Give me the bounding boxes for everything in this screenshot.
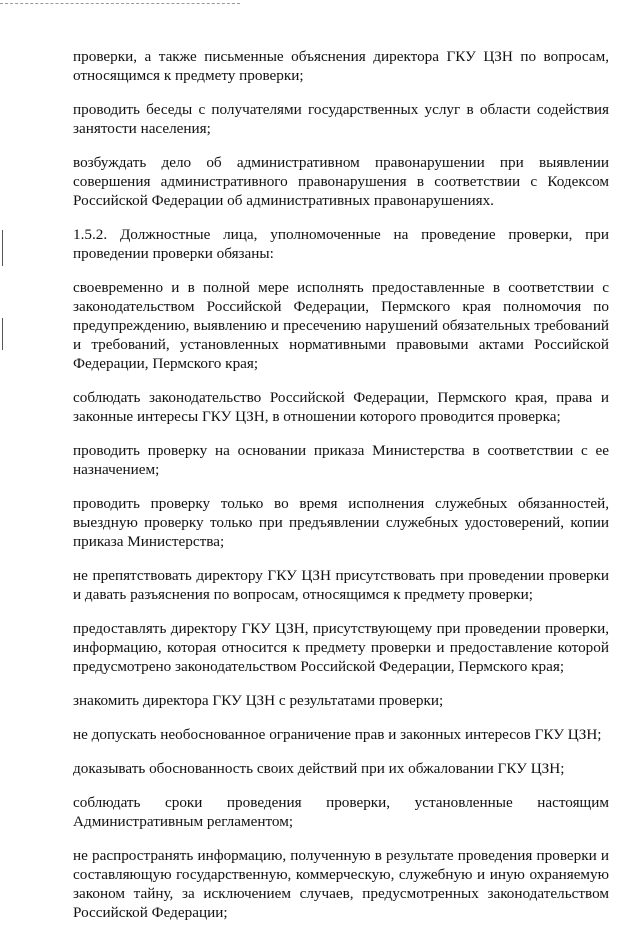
paragraph: знакомить директора ГКУ ЦЗН с результатами проверки;	[73, 692, 444, 709]
paragraph: соблюдать законодательство Российской Федерации, Пермского края, права и законные интересы ГКУ ЦЗН, в отношении которого проводится проверка;	[73, 389, 609, 425]
scan-margin-mark	[2, 230, 3, 266]
paragraph: своевременно и в полной мере исполнять предоставленные в соответствии с законодательством Российской Федерации, Пермского края полномочия по предупреждению, выявлению и пресечению нарушений обязательных требований и требований, установленных нормативными правовыми актами Российской Федерации, Пермского края;	[73, 279, 609, 372]
paragraph: предоставлять директору ГКУ ЦЗН, присутствующему при проведении проверки, информацию, которая относится к предмету проверки и предоставление которой предусмотрено законодательством Российской Федерации, Пермского края;	[73, 620, 609, 675]
paragraph: проверки, а также письменные объяснения директора ГКУ ЦЗН по вопросам, относящимся к предмету проверки;	[73, 48, 609, 84]
scan-top-edge	[0, 3, 240, 4]
paragraph: возбуждать дело об административном правонарушении при выявлении совершения административного правонарушения в соответствии с Кодексом Российской Федерации об административных правонарушениях.	[73, 154, 609, 209]
document-page	[73, 47, 609, 937]
paragraph: проводить проверку на основании приказа Министерства в соответствии с ее назначением;	[73, 442, 609, 478]
paragraph: не распространять информацию, полученную в результате проведения проверки и составляющую государственную, коммерческую, служебную и иную охраняемую законом тайну, за исключением случаев, предусмотренных законодательством Российской Федерации;	[73, 847, 609, 921]
paragraph: проводить беседы с получателями государственных услуг в области содействия занятости населения;	[73, 101, 609, 137]
paragraph: не препятствовать директору ГКУ ЦЗН присутствовать при проведении проверки и давать разъяснения по вопросам, относящимся к предмету проверки;	[73, 567, 609, 603]
section-paragraph: 1.5.2. Должностные лица, уполномоченные на проведение проверки, при проведении проверки обязаны:	[73, 226, 609, 262]
paragraph: соблюдать сроки проведения проверки, установленные настоящим Административным регламентом;	[73, 794, 609, 830]
paragraph: проводить проверку только во время исполнения служебных обязанностей, выездную проверку только при предъявлении служебных удостоверений, копии приказа Министерства;	[73, 495, 609, 550]
paragraph: доказывать обоснованность своих действий при их обжаловании ГКУ ЦЗН;	[73, 760, 565, 777]
scan-margin-mark	[2, 318, 3, 350]
paragraph: не допускать необоснованное ограничение прав и законных интересов ГКУ ЦЗН;	[73, 726, 602, 743]
